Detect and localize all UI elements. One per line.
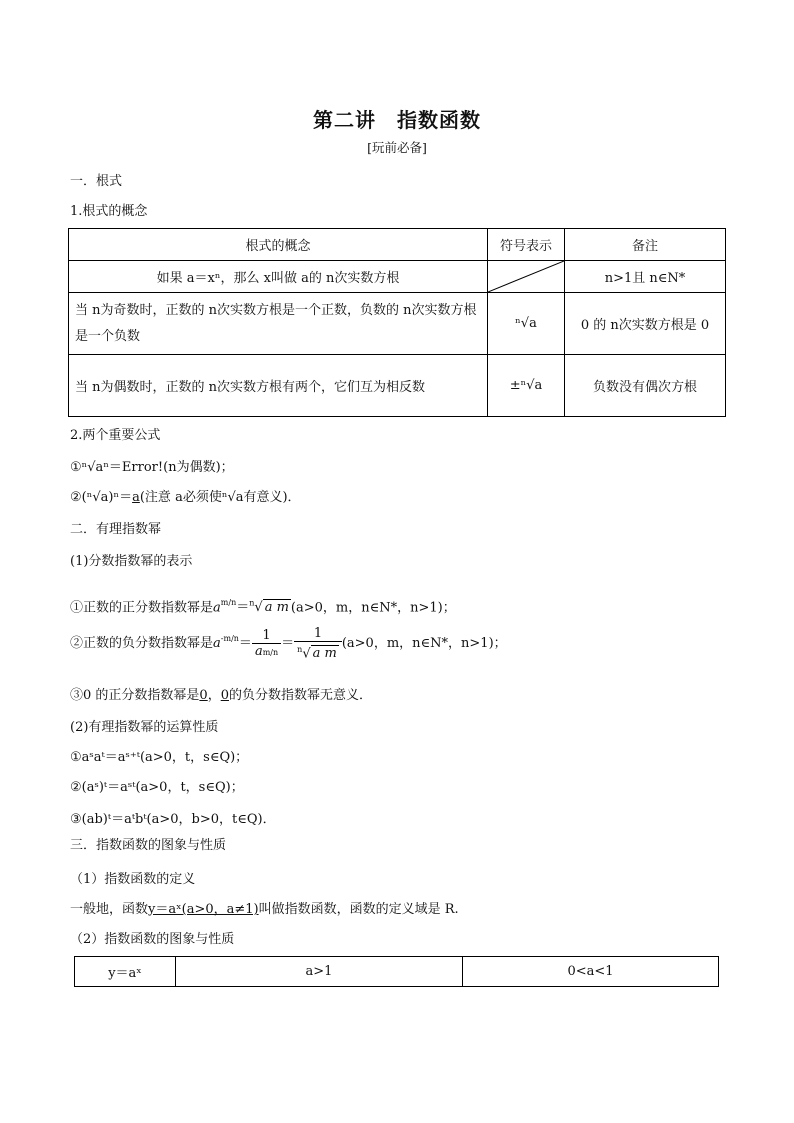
math-expression: ＝ $\frac{1}{am/n}$ ＝ $\frac{1}{^n√ a m}$	[239, 636, 342, 651]
operation-rule-1: ①aˢaᵗ＝aˢ⁺ᵗ(a>0，t，s∈Q)；	[70, 750, 249, 765]
table-header-cell: 备注	[565, 229, 726, 261]
fraction-power-negative-suffix: (a>0，m，n∈N*，n>1)；	[341, 636, 507, 651]
table-header-row	[75, 957, 719, 987]
subsection-heading-fractional: (1)分数指数幂的表示	[70, 554, 193, 569]
fraction-power-negative-prefix: ②正数的负分数指数幂是	[70, 636, 214, 651]
subsection-heading-operations: (2)有理指数幂的运算性质	[70, 720, 219, 735]
section-heading-exp-function: 三．指数函数的图象与性质	[70, 838, 227, 853]
subsection-heading-radical-concept: 1.根式的概念	[70, 204, 148, 219]
table-header-cell: y＝aˣ	[75, 957, 176, 987]
section-heading-radical: 一．根式	[70, 174, 123, 189]
definition-text	[70, 900, 459, 920]
operation-rule-2: ②(aˢ)ᵗ＝aˢᵗ(a>0，t，s∈Q)；	[70, 780, 244, 795]
fraction-power-zero-suffix: 的负分数指数幂无意义．	[228, 688, 372, 703]
table-cell-note: n>1且 n∈N*	[565, 261, 726, 293]
formula-2	[70, 488, 301, 508]
subsection-heading-graph-properties: （2）指数函数的图象与性质	[70, 932, 235, 947]
section-heading-rational-power: 二．有理指数幂	[70, 522, 162, 537]
table-cell-symbol-empty	[488, 261, 565, 293]
diagonal-slash	[488, 261, 564, 292]
formula-1: ①ⁿ√aⁿ＝Error!(n为偶数)；	[70, 460, 234, 475]
fraction-power-zero-answer-1: 0	[199, 688, 208, 703]
table-header-cell: 符号表示	[488, 229, 565, 261]
fraction-power-positive-prefix: ①正数的正分数指数幂是	[70, 600, 214, 616]
table-row	[69, 293, 726, 355]
operation-rule-3: ③(ab)ᵗ＝aᵗbᵗ(a>0，b>0，t∈Q)．	[70, 812, 276, 827]
fraction-power-zero	[70, 686, 372, 706]
math-exponent: m/n	[220, 598, 237, 608]
table-header-cell: 根式的概念	[69, 229, 488, 261]
table-cell-symbol: ⁿ√a	[488, 293, 565, 355]
table-cell-note: 0 的 n次实数方根是 0	[565, 293, 726, 355]
fraction-power-positive-suffix: (a>0，m，n∈N*，n>1)；	[290, 600, 456, 616]
fraction-power-zero-answer-2: 0	[220, 688, 229, 703]
radical-concept-table	[68, 228, 726, 417]
subsection-heading-formulas: 2.两个重要公式	[70, 428, 161, 443]
math-expression: a	[213, 600, 221, 616]
table-row	[69, 355, 726, 417]
table-cell-concept: 当 n为奇数时，正数的 n次实数方根是一个正数，负数的 n次实数方根是一个负数	[69, 293, 488, 355]
fraction-power-zero-separator: ，	[207, 688, 221, 703]
page-subtitle: [玩前必备]	[367, 140, 427, 155]
math-exponent: -m/n	[220, 634, 239, 643]
table-header-cell: 0<a<1	[463, 957, 719, 987]
exp-function-properties-table	[74, 956, 719, 987]
fraction-power-negative	[70, 624, 507, 665]
math-expression: ＝$^n$√ a m	[236, 599, 289, 616]
table-cell-symbol: ±ⁿ√a	[488, 355, 565, 417]
table-row	[69, 261, 726, 293]
table-cell-concept: 如果 a＝xⁿ，那么 x叫做 a的 n次实数方根	[69, 261, 488, 293]
math-expression: a	[213, 636, 221, 651]
table-header-cell: a>1	[176, 957, 463, 987]
table-header-row	[69, 229, 726, 261]
subsection-heading-definition: （1）指数函数的定义	[70, 872, 196, 887]
formula-2-prefix: ②(ⁿ√a)ⁿ＝	[70, 490, 133, 505]
fraction-power-positive	[70, 592, 456, 621]
page-title: 第二讲 指数函数	[313, 108, 481, 132]
table-cell-note: 负数没有偶次方根	[565, 355, 726, 417]
definition-answer: y＝aˣ(a>0，a≠1)	[148, 902, 259, 917]
formula-2-answer: a	[132, 490, 140, 505]
table-cell-concept: 当 n为偶数时，正数的 n次实数方根有两个，它们互为相反数	[69, 355, 488, 417]
definition-prefix: 一般地，函数	[70, 902, 149, 917]
definition-suffix: 叫做指数函数，函数的定义域是 R.	[258, 902, 459, 917]
fraction-power-zero-prefix: ③0 的正分数指数幂是	[70, 688, 200, 703]
formula-2-suffix: (注意 a必须使ⁿ√a有意义)．	[139, 490, 301, 505]
